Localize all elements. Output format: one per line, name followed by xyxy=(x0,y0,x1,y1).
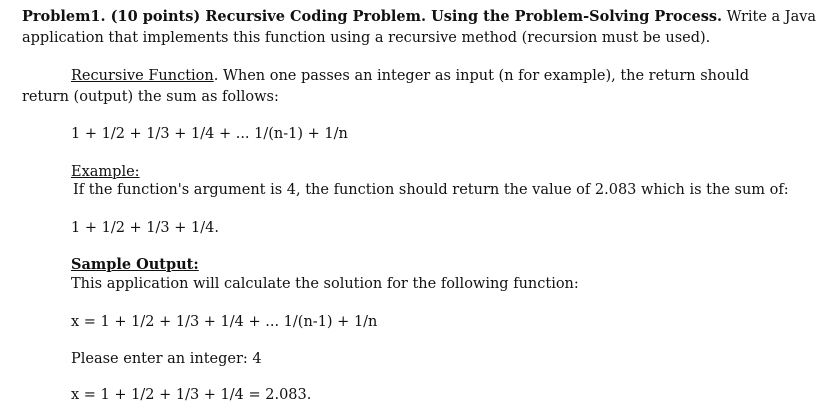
sample-output-prompt: Please enter an integer: 4 xyxy=(71,351,262,367)
problem-title: Problem1. (10 points) Recursive Coding Problem. Using the Problem-Solving Process. xyxy=(22,8,723,25)
recursive-function-label: Recursive Function xyxy=(71,68,214,84)
recursive-function-paragraph xyxy=(71,67,749,85)
problem-heading xyxy=(22,8,816,26)
sample-output-formula: x = 1 + 1/2 + 1/3 + 1/4 + ... 1/(n-1) + 1/n xyxy=(71,314,378,330)
sample-output-result: x = 1 + 1/2 + 1/3 + 1/4 = 2.083. xyxy=(71,387,312,403)
sample-output-intro: This application will calculate the solution for the following function: xyxy=(71,276,579,292)
sample-output-label: Sample Output: xyxy=(71,256,199,273)
example-text: If the function's argument is 4, the function should return the value of 2.083 which is the sum of: xyxy=(73,182,789,198)
example-sum: 1 + 1/2 + 1/3 + 1/4. xyxy=(71,220,219,236)
recursive-function-text-cont: return (output) the sum as follows: xyxy=(22,89,279,105)
problem-description: application that implements this function using a recursive method (recursion must be used). xyxy=(22,30,711,46)
problem-heading-rest: Write a Java xyxy=(722,9,816,25)
function-formula: 1 + 1/2 + 1/3 + 1/4 + ... 1/(n-1) + 1/n xyxy=(71,126,348,142)
example-label: Example: xyxy=(71,164,140,180)
recursive-function-text: . When one passes an integer as input (n for example), the return should xyxy=(213,68,749,84)
